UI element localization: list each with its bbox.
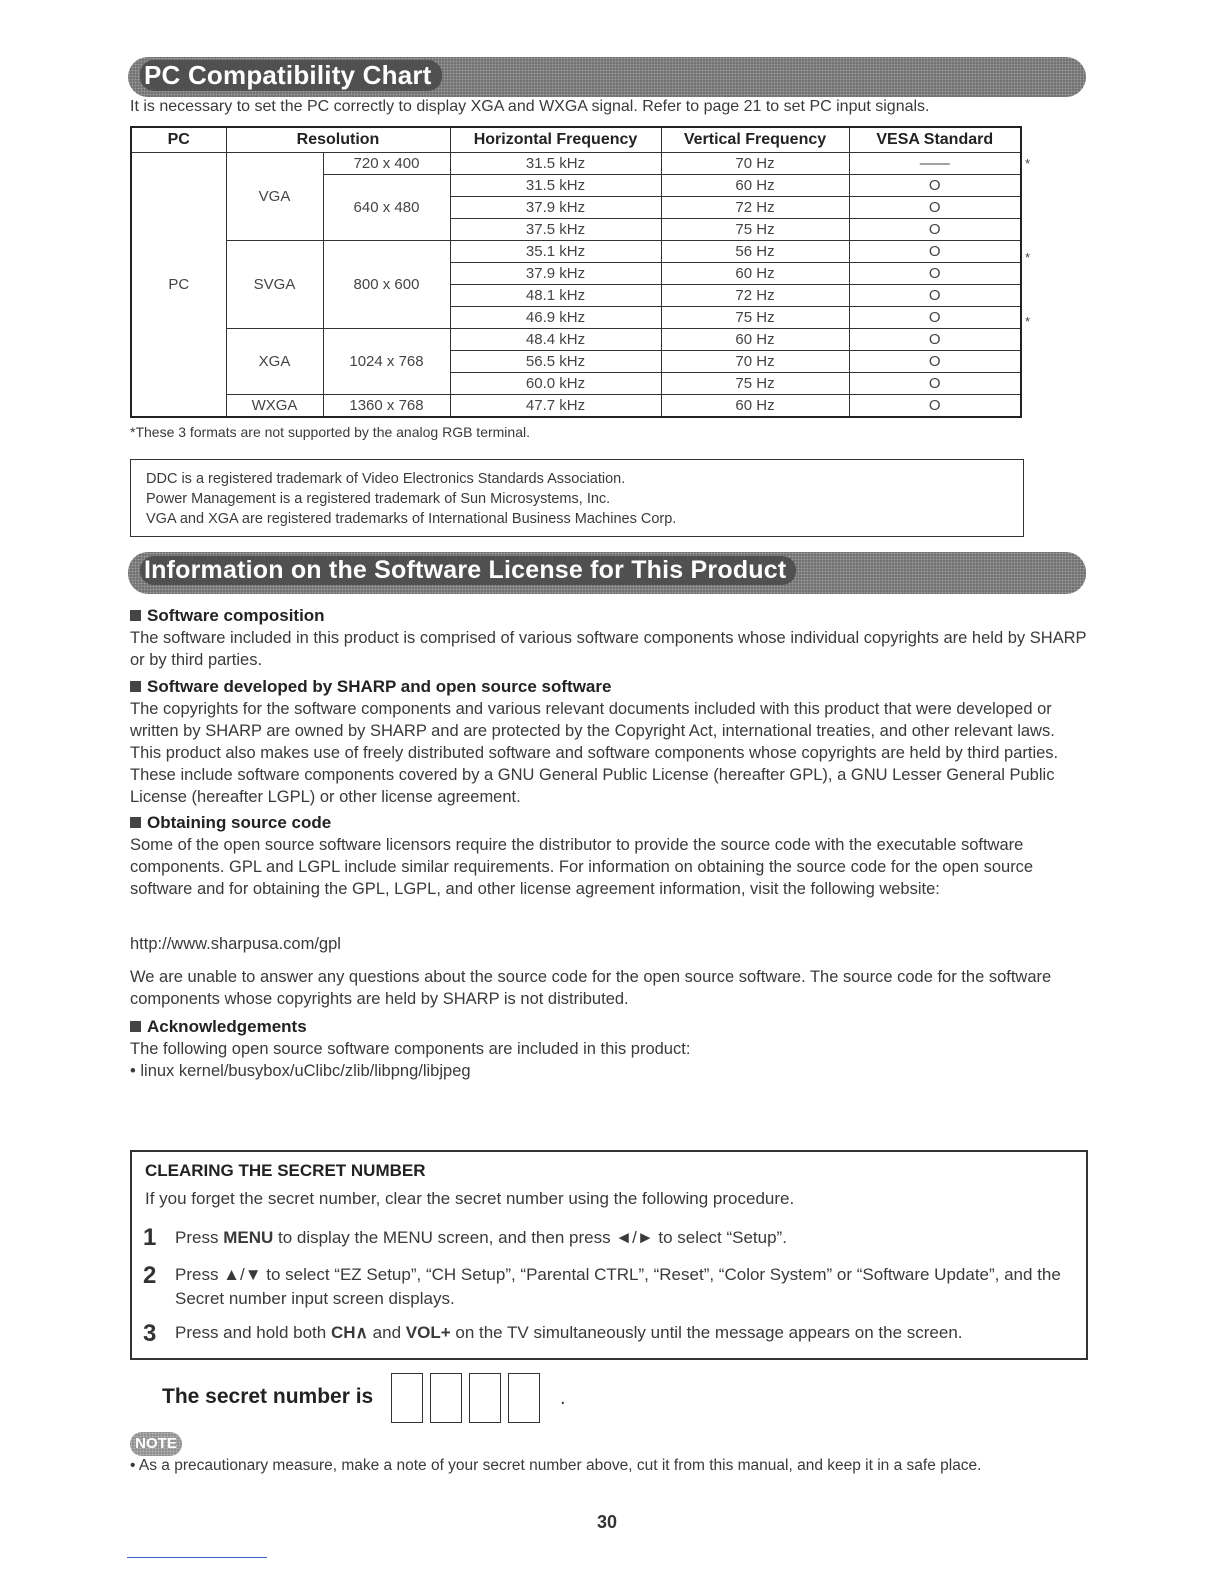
header-horizontal: Horizontal Frequency	[450, 127, 661, 153]
vesa-mark: O	[849, 373, 1021, 395]
h-freq: 46.9 kHz	[450, 307, 661, 329]
section-text: The following open source software components are included in this product:	[130, 1040, 691, 1058]
vesa-mark: O	[849, 263, 1021, 285]
bullet-square-icon	[130, 817, 141, 828]
step-number: 3	[143, 1320, 157, 1347]
software-license-banner	[128, 552, 1086, 594]
footnote-star: *	[1025, 250, 1031, 265]
table-row	[131, 241, 1021, 263]
v-freq: 60 Hz	[661, 329, 849, 351]
vesa-mark: O	[849, 241, 1021, 263]
res-640: 640 x 480	[323, 175, 450, 241]
h-freq: 37.9 kHz	[450, 197, 661, 219]
page-number: 30	[597, 1512, 618, 1532]
sharp-open-source-section	[130, 676, 1090, 808]
acknowledgements-section	[130, 1016, 1090, 1082]
step-text: Press ▲/▼ to select “EZ Setup”, “CH Setup”, “Parental CTRL”, “Reset”, “Color System” or “Software Update”, and the Secret number input screen displays.	[175, 1265, 1061, 1308]
table-header-row	[131, 127, 1021, 153]
h-freq: 31.5 kHz	[450, 153, 661, 175]
step-text: Press and hold both CH∧ and VOL+ on the TV simultaneously until the message appears on the screen.	[175, 1323, 963, 1342]
res-720: 720 x 400	[323, 153, 450, 175]
v-freq: 75 Hz	[661, 307, 849, 329]
secret-digit-box[interactable]	[469, 1373, 501, 1423]
h-freq: 56.5 kHz	[450, 351, 661, 373]
section-heading: Obtaining source code	[147, 813, 332, 832]
secret-heading: CLEARING THE SECRET NUMBER	[145, 1161, 426, 1180]
header-vertical: Vertical Frequency	[661, 127, 849, 153]
section-heading: Acknowledgements	[147, 1017, 307, 1036]
v-freq: 72 Hz	[661, 285, 849, 307]
secret-intro: If you forget the secret number, clear the secret number using the following procedure.	[145, 1189, 795, 1208]
v-freq: 70 Hz	[661, 153, 849, 175]
v-freq: 60 Hz	[661, 175, 849, 197]
step-text: Press MENU to display the MENU screen, and then press ◄/► to select “Setup”.	[175, 1228, 787, 1247]
res-800: 800 x 600	[323, 241, 450, 329]
gpl-url[interactable]: http://www.sharpusa.com/gpl	[130, 935, 341, 953]
h-freq: 60.0 kHz	[450, 373, 661, 395]
footnote-star: *	[1025, 314, 1031, 329]
vesa-mark: O	[849, 351, 1021, 373]
pc-cell: PC	[131, 153, 226, 418]
secret-number-label: The secret number is	[162, 1385, 374, 1408]
mode-svga: SVGA	[226, 241, 323, 329]
vesa-mark: O	[849, 197, 1021, 219]
secret-digit-box[interactable]	[391, 1373, 423, 1423]
v-freq: 75 Hz	[661, 373, 849, 395]
section-text: The software included in this product is comprised of various software components whose individual copyrights are held by SHARP or by third parties.	[130, 629, 1087, 669]
vesa-mark: O	[849, 307, 1021, 329]
section-title: Information on the Software License for This Product	[140, 556, 796, 585]
secret-digit-box[interactable]	[430, 1373, 462, 1423]
h-freq: 31.5 kHz	[450, 175, 661, 197]
v-freq: 72 Hz	[661, 197, 849, 219]
h-freq: 37.9 kHz	[450, 263, 661, 285]
h-freq: 47.7 kHz	[450, 395, 661, 418]
bullet-square-icon	[130, 681, 141, 692]
h-freq: 48.4 kHz	[450, 329, 661, 351]
header-vesa: VESA Standard	[849, 127, 1021, 153]
note-text: • As a precautionary measure, make a note of your secret number above, cut it from this manual, and keep it in a safe place.	[130, 1457, 982, 1474]
v-freq: 70 Hz	[661, 351, 849, 373]
table-row	[131, 329, 1021, 351]
v-freq: 60 Hz	[661, 395, 849, 418]
v-freq: 60 Hz	[661, 263, 849, 285]
res-1360: 1360 x 768	[323, 395, 450, 418]
secret-digit-box[interactable]	[508, 1373, 540, 1423]
header-pc: PC	[131, 127, 226, 153]
source-code-note: We are unable to answer any questions about the source code for the open source software. The source code for the software components whose copyrights are held by SHARP is not distributed.	[130, 968, 1052, 1008]
table-row	[131, 153, 1021, 175]
pc-compatibility-banner	[128, 57, 1086, 97]
vesa-mark: O	[849, 175, 1021, 197]
obtaining-source-section	[130, 812, 1090, 900]
vesa-mark: O	[849, 219, 1021, 241]
trademark-line: VGA and XGA are registered trademarks of International Business Machines Corp.	[146, 511, 677, 527]
res-1024: 1024 x 768	[323, 329, 450, 395]
header-resolution: Resolution	[226, 127, 450, 153]
software-composition-section	[130, 605, 1090, 671]
pc-compatibility-table	[130, 126, 1022, 418]
v-freq: 75 Hz	[661, 219, 849, 241]
table-footnote: *These 3 formats are not supported by the analog RGB terminal.	[130, 424, 530, 440]
component-list-item: • linux kernel/busybox/uClibc/zlib/libpng/libjpeg	[130, 1062, 471, 1080]
secret-period: .	[560, 1387, 566, 1409]
mode-xga: XGA	[226, 329, 323, 395]
h-freq: 37.5 kHz	[450, 219, 661, 241]
vesa-mark: O	[849, 329, 1021, 351]
step-number: 2	[143, 1262, 157, 1289]
vesa-mark: ——	[849, 153, 1021, 175]
bullet-square-icon	[130, 1021, 141, 1032]
table-row	[131, 395, 1021, 418]
section-text: The copyrights for the software components and various relevant documents included with this product that were developed or written by SHARP are owned by SHARP and are protected by the Copyright Act, international treaties, and other relevant laws. This product also makes use of freely distributed software and software components whose copyrights are held by third parties. These include software components covered by a GNU General Public License (hereafter GPL), a GNU Lesser General Public License (hereafter LGPL) or other license agreement.	[130, 700, 1059, 806]
vesa-mark: O	[849, 285, 1021, 307]
trademark-box	[130, 459, 1024, 537]
mode-vga: VGA	[226, 153, 323, 241]
trademark-line: Power Management is a registered trademark of Sun Microsystems, Inc.	[146, 491, 611, 507]
section-heading: Software composition	[147, 606, 325, 625]
section-heading: Software developed by SHARP and open source software	[147, 677, 612, 696]
footer-rule	[127, 1557, 267, 1558]
vesa-mark: O	[849, 395, 1021, 418]
h-freq: 35.1 kHz	[450, 241, 661, 263]
chart-intro: It is necessary to set the PC correctly to display XGA and WXGA signal. Refer to page 21 to set PC input signals.	[130, 98, 930, 115]
step-number: 1	[143, 1224, 157, 1251]
section-title: PC Compatibility Chart	[140, 60, 442, 91]
v-freq: 56 Hz	[661, 241, 849, 263]
mode-wxga: WXGA	[226, 395, 323, 418]
note-icon: NOTE	[130, 1432, 182, 1456]
h-freq: 48.1 kHz	[450, 285, 661, 307]
footnote-star: *	[1025, 156, 1031, 171]
bullet-square-icon	[130, 610, 141, 621]
section-text: Some of the open source software licensors require the distributor to provide the source code with the executable software components. GPL and LGPL include similar requirements. For information on obtaining the source code for the open source software and for obtaining the GPL, LGPL, and other license agreement information, visit the following website:	[130, 836, 1034, 898]
trademark-line: DDC is a registered trademark of Video Electronics Standards Association.	[146, 471, 626, 487]
